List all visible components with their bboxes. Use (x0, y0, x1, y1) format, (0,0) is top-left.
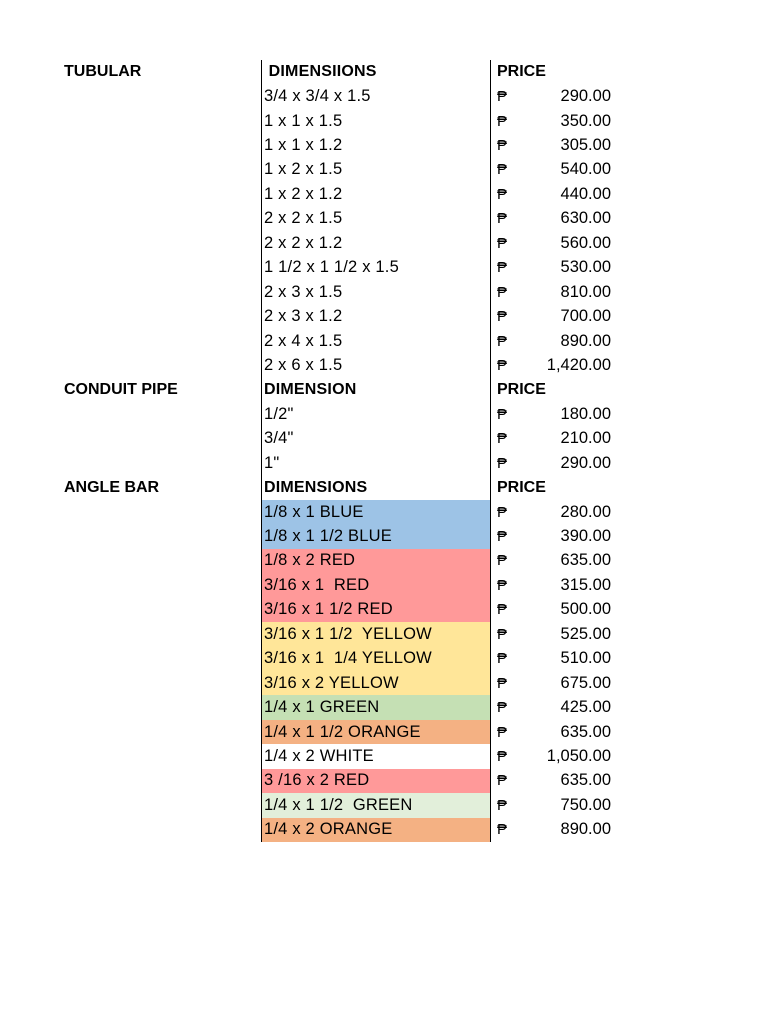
table-row (60, 256, 640, 280)
dimension-cell: 1 x 2 x 1.5 (261, 158, 491, 182)
price-amount: 290.00 (560, 87, 611, 106)
price-cell (491, 329, 611, 353)
peso-sign: ₱ (497, 234, 508, 252)
dimension-cell: 1 x 1 x 1.5 (261, 109, 491, 133)
table-row (60, 818, 640, 842)
dimension-cell: 3/16 x 1 RED (261, 573, 491, 597)
price-cell (491, 769, 611, 793)
price-header: PRICE (497, 63, 546, 81)
category-label: CONDUIT PIPE (64, 380, 178, 398)
price-amount: 315.00 (560, 575, 611, 594)
price-amount: 635.00 (560, 771, 611, 790)
price-cell (491, 647, 611, 671)
price-amount: 440.00 (560, 184, 611, 203)
price-amount: 500.00 (560, 600, 611, 619)
table-row (60, 622, 640, 646)
price-cell (491, 524, 611, 548)
table-row (60, 500, 640, 524)
price-amount: 425.00 (560, 698, 611, 717)
category-label: TUBULAR (64, 63, 142, 81)
peso-sign: ₱ (497, 552, 508, 570)
table-row (60, 182, 640, 206)
dimension-header: DIMENSION (261, 378, 491, 402)
price-header: PRICE (497, 478, 546, 496)
dimension-cell: 3 /16 x 2 RED (261, 769, 491, 793)
peso-sign: ₱ (497, 576, 508, 594)
table-row (60, 769, 640, 793)
price-amount: 350.00 (560, 111, 611, 130)
price-amount: 525.00 (560, 624, 611, 643)
dimension-cell: 2 x 2 x 1.2 (261, 231, 491, 255)
price-amount: 210.00 (560, 429, 611, 448)
table-row (60, 695, 640, 719)
table-row (60, 573, 640, 597)
price-amount: 390.00 (560, 527, 611, 546)
dimension-cell: 2 x 3 x 1.2 (261, 304, 491, 328)
price-amount: 280.00 (560, 502, 611, 521)
price-cell (491, 451, 611, 475)
dimension-cell: 2 x 3 x 1.5 (261, 280, 491, 304)
peso-sign: ₱ (497, 356, 508, 374)
table-row (60, 304, 640, 328)
table-row (60, 158, 640, 182)
peso-sign: ₱ (497, 772, 508, 790)
price-amount: 290.00 (560, 453, 611, 472)
table-row (60, 451, 640, 475)
price-amount: 180.00 (560, 404, 611, 423)
dimension-cell: 1/8 x 1 BLUE (261, 500, 491, 524)
price-cell (491, 573, 611, 597)
section-header-row (60, 378, 640, 402)
dimension-cell: 2 x 6 x 1.5 (261, 353, 491, 377)
dimension-cell: 1 x 2 x 1.2 (261, 182, 491, 206)
dimension-header: DIMENSIONS (261, 475, 491, 499)
dimension-cell: 1/8 x 2 RED (261, 549, 491, 573)
dimension-cell: 3/16 x 1 1/2 RED (261, 598, 491, 622)
peso-sign: ₱ (497, 503, 508, 521)
dimension-cell: 1 x 1 x 1.2 (261, 133, 491, 157)
price-cell (491, 695, 611, 719)
price-amount: 630.00 (560, 209, 611, 228)
price-cell (491, 622, 611, 646)
price-amount: 635.00 (560, 551, 611, 570)
price-cell (491, 231, 611, 255)
table-row (60, 549, 640, 573)
table-row (60, 353, 640, 377)
peso-sign: ₱ (497, 88, 508, 106)
price-cell (491, 133, 611, 157)
category-label: ANGLE BAR (64, 478, 160, 496)
price-cell (491, 671, 611, 695)
table-row (60, 793, 640, 817)
table-row (60, 231, 640, 255)
dimension-cell: 1 1/2 x 1 1/2 x 1.5 (261, 256, 491, 280)
dimension-cell: 3/16 x 1 1/4 YELLOW (261, 647, 491, 671)
dimension-cell: 3/4" (261, 427, 491, 451)
table-row (60, 427, 640, 451)
peso-sign: ₱ (497, 308, 508, 326)
dimension-cell: 2 x 4 x 1.5 (261, 329, 491, 353)
price-amount: 530.00 (560, 258, 611, 277)
price-cell (491, 549, 611, 573)
dimension-cell: 1/4 x 1 GREEN (261, 695, 491, 719)
price-amount: 810.00 (560, 282, 611, 301)
table-row (60, 109, 640, 133)
peso-sign: ₱ (497, 161, 508, 179)
price-cell (491, 84, 611, 108)
price-cell (491, 256, 611, 280)
table-row (60, 524, 640, 548)
price-cell (491, 353, 611, 377)
dimension-cell: 3/16 x 2 YELLOW (261, 671, 491, 695)
dimension-cell: 1/4 x 1 1/2 ORANGE (261, 720, 491, 744)
table-row (60, 647, 640, 671)
peso-sign: ₱ (497, 601, 508, 619)
section-header-row (60, 475, 640, 499)
price-amount: 635.00 (560, 722, 611, 741)
peso-sign: ₱ (497, 747, 508, 765)
price-amount: 305.00 (560, 136, 611, 155)
price-cell (491, 427, 611, 451)
price-amount: 560.00 (560, 233, 611, 252)
dimension-cell: 1/8 x 1 1/2 BLUE (261, 524, 491, 548)
table-row (60, 720, 640, 744)
peso-sign: ₱ (497, 259, 508, 277)
price-cell (491, 182, 611, 206)
price-cell (491, 793, 611, 817)
table-row (60, 598, 640, 622)
peso-sign: ₱ (497, 699, 508, 717)
peso-sign: ₱ (497, 674, 508, 692)
dimension-cell: 1" (261, 451, 491, 475)
price-cell (491, 280, 611, 304)
dimension-cell: 1/4 x 2 WHITE (261, 744, 491, 768)
peso-sign: ₱ (497, 723, 508, 741)
price-cell (491, 720, 611, 744)
peso-sign: ₱ (497, 625, 508, 643)
peso-sign: ₱ (497, 650, 508, 668)
price-cell (491, 109, 611, 133)
peso-sign: ₱ (497, 796, 508, 814)
price-amount: 1,050.00 (546, 746, 611, 765)
table-row (60, 744, 640, 768)
table-row (60, 84, 640, 108)
section-header-row (60, 60, 640, 84)
price-amount: 700.00 (560, 307, 611, 326)
price-amount: 890.00 (560, 331, 611, 350)
peso-sign: ₱ (497, 405, 508, 423)
price-cell (491, 402, 611, 426)
price-cell (491, 158, 611, 182)
dimension-cell: 2 x 2 x 1.5 (261, 207, 491, 231)
dimension-cell: 1/2" (261, 402, 491, 426)
table-row (60, 671, 640, 695)
table-row (60, 329, 640, 353)
price-cell (491, 500, 611, 524)
price-cell (491, 818, 611, 842)
price-cell (491, 744, 611, 768)
table-row (60, 280, 640, 304)
price-amount: 1,420.00 (546, 355, 611, 374)
dimension-cell: 3/4 x 3/4 x 1.5 (261, 84, 491, 108)
peso-sign: ₱ (497, 821, 508, 839)
dimension-header: DIMENSIIONS (261, 60, 491, 84)
peso-sign: ₱ (497, 430, 508, 448)
table-row (60, 402, 640, 426)
price-amount: 540.00 (560, 160, 611, 179)
dimension-cell: 3/16 x 1 1/2 YELLOW (261, 622, 491, 646)
price-amount: 675.00 (560, 673, 611, 692)
peso-sign: ₱ (497, 112, 508, 130)
dimension-cell: 1/4 x 2 ORANGE (261, 818, 491, 842)
peso-sign: ₱ (497, 332, 508, 350)
peso-sign: ₱ (497, 185, 508, 203)
peso-sign: ₱ (497, 283, 508, 301)
price-amount: 750.00 (560, 795, 611, 814)
peso-sign: ₱ (497, 210, 508, 228)
table-row (60, 207, 640, 231)
price-cell (491, 304, 611, 328)
table-row (60, 133, 640, 157)
peso-sign: ₱ (497, 137, 508, 155)
price-header: PRICE (497, 380, 546, 398)
peso-sign: ₱ (497, 454, 508, 472)
price-amount: 890.00 (560, 820, 611, 839)
peso-sign: ₱ (497, 528, 508, 546)
price-cell (491, 598, 611, 622)
dimension-cell: 1/4 x 1 1/2 GREEN (261, 793, 491, 817)
price-list-table (60, 58, 640, 842)
price-cell (491, 207, 611, 231)
price-amount: 510.00 (560, 649, 611, 668)
